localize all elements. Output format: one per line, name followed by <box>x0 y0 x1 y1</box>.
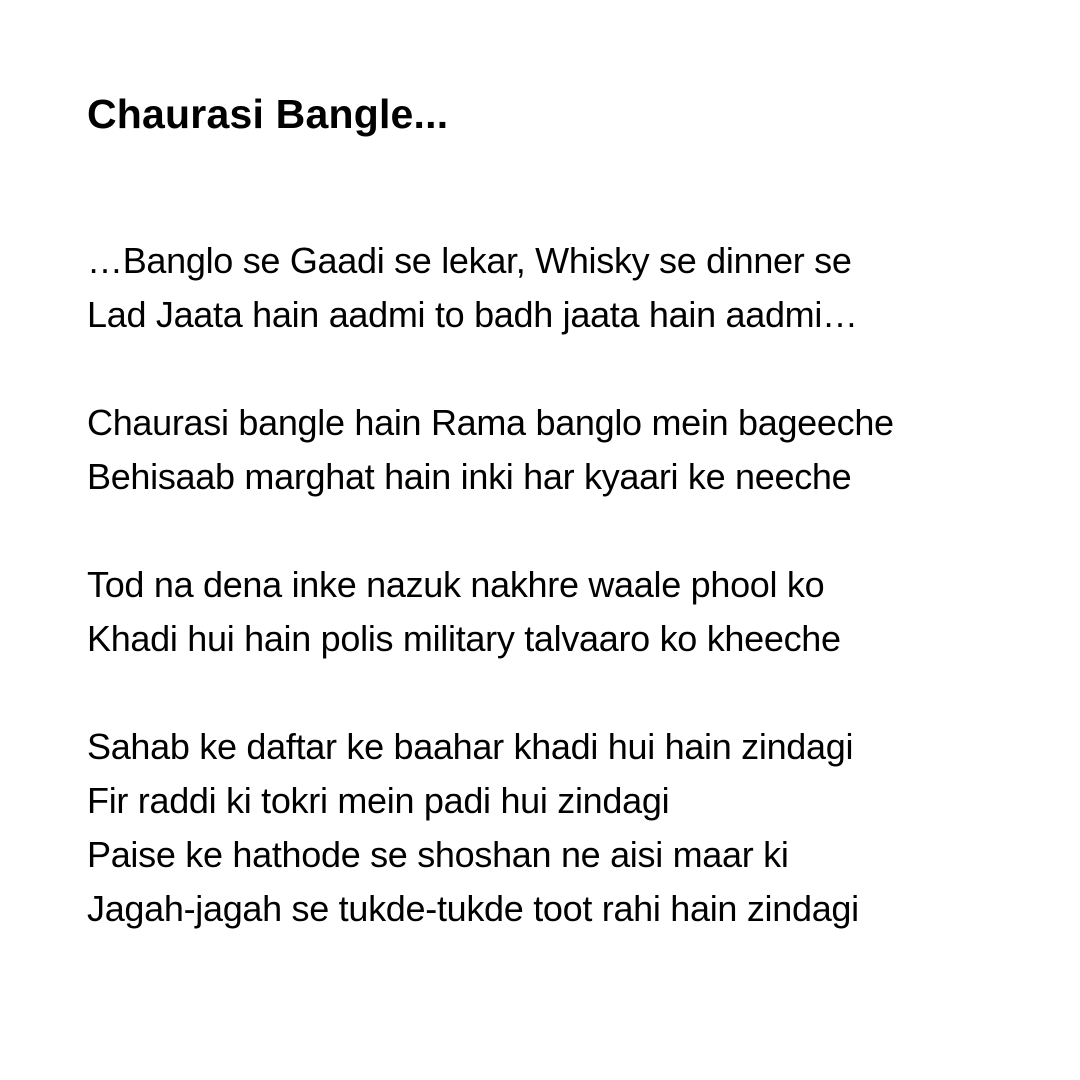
poem-line: Khadi hui hain polis military talvaaro ko kheeche <box>87 618 841 659</box>
stanza-3 <box>87 558 1047 666</box>
poem-line: Jagah-jagah se tukde-tukde toot rahi hain zindagi <box>87 888 859 929</box>
poem-body <box>87 234 1047 936</box>
poem-line: Fir raddi ki tokri mein padi hui zindagi <box>87 780 670 821</box>
poem-title: Chaurasi Bangle... <box>87 91 449 137</box>
poem-line: Sahab ke daftar ke baahar khadi hui hain zindagi <box>87 726 854 767</box>
poem-line: Lad Jaata hain aadmi to badh jaata hain aadmi… <box>87 294 858 335</box>
poem-line: Paise ke hathode se shoshan ne aisi maar ki <box>87 834 789 875</box>
poem-line: Chaurasi bangle hain Rama banglo mein bageeche <box>87 402 894 443</box>
poem-line: Tod na dena inke nazuk nakhre waale phool ko <box>87 564 825 605</box>
poem-page <box>87 88 1047 990</box>
stanza-4 <box>87 720 1047 936</box>
poem-line: …Banglo se Gaadi se lekar, Whisky se dinner se <box>87 240 852 281</box>
stanza-2 <box>87 396 1047 504</box>
poem-line: Behisaab marghat hain inki har kyaari ke neeche <box>87 456 852 497</box>
stanza-1 <box>87 234 1047 342</box>
